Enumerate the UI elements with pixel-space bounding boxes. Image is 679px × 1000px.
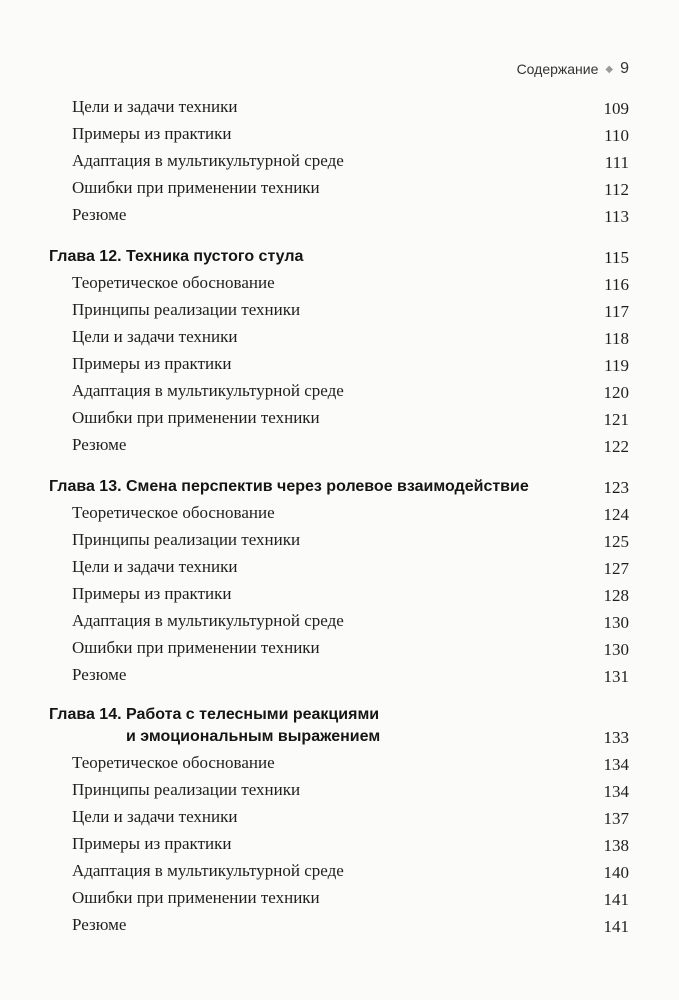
toc-entry-title: Резюме: [72, 435, 127, 454]
toc-entry: [0, 324, 679, 351]
toc-entry-title: Примеры из практики: [72, 584, 232, 603]
toc-entry: [0, 581, 679, 608]
toc-entry: [0, 527, 679, 554]
toc-entry: [0, 750, 679, 777]
toc-entry-page: 134: [603, 755, 629, 774]
toc-entry: [0, 121, 679, 148]
toc-entry-title: Резюме: [72, 915, 127, 934]
chapter-title-continued: и эмоциональным выражением: [126, 728, 381, 745]
toc-entry-title: Адаптация в мультикультурной среде: [72, 861, 344, 880]
toc-entry-page: 134: [603, 782, 629, 801]
toc-entry-page: 128: [603, 586, 629, 605]
toc-entry-title: Ошибки при применении техники: [72, 888, 320, 907]
toc-entry: [0, 912, 679, 939]
diamond-separator-icon: ◆: [605, 63, 614, 75]
toc-entry-page: 109: [603, 99, 629, 118]
chapter-heading: [0, 243, 679, 270]
toc-entry: [0, 831, 679, 858]
toc-entry-page: 113: [604, 207, 629, 226]
toc-entry-title: Теоретическое обоснование: [72, 273, 275, 292]
toc-entry: [0, 297, 679, 324]
toc-entry-title: Ошибки при применении техники: [72, 178, 320, 197]
toc-entry: [0, 94, 679, 121]
toc-entry-title: Резюме: [72, 205, 127, 224]
header-page-number: 9: [620, 60, 629, 77]
toc-entry-page: 141: [603, 890, 629, 909]
toc-entry-page: 125: [603, 532, 629, 551]
toc-entry: [0, 777, 679, 804]
toc-entry-page: 120: [603, 383, 629, 402]
toc-entry-page: 111: [604, 153, 629, 172]
toc-entry: [0, 804, 679, 831]
toc-entry-page: 124: [603, 505, 629, 524]
toc-entry-page: 131: [603, 667, 629, 686]
toc-entry-page: 121: [603, 410, 629, 429]
chapter-title: Глава 12. Техника пустого стула: [49, 248, 304, 265]
toc-entry-title: Ошибки при применении техники: [72, 638, 320, 657]
toc-entry-page: 138: [603, 836, 629, 855]
running-header: [517, 60, 629, 78]
toc-entry-page: 112: [604, 180, 629, 199]
toc-entry-title: Примеры из практики: [72, 354, 232, 373]
toc-entry-title: Цели и задачи техники: [72, 97, 238, 116]
toc-entry-page: 141: [603, 917, 629, 936]
toc-entry: [0, 662, 679, 689]
chapter-heading: [0, 473, 679, 500]
toc-entry-title: Принципы реализации техники: [72, 300, 301, 319]
toc-entry-title: Цели и задачи техники: [72, 807, 238, 826]
toc-entry-title: Цели и задачи техники: [72, 557, 238, 576]
toc-entry: [0, 270, 679, 297]
toc-entry-page: 117: [604, 302, 629, 321]
chapter-title: Глава 14. Работа с телесными реакциями: [49, 706, 380, 723]
toc-entry: [0, 351, 679, 378]
chapter-page: 123: [603, 478, 629, 497]
toc-entry-page: 118: [604, 329, 629, 348]
chapter-page: 133: [603, 728, 629, 747]
toc-entry-title: Примеры из практики: [72, 834, 232, 853]
toc-entry-title: Адаптация в мультикультурной среде: [72, 611, 344, 630]
toc-entry: [0, 635, 679, 662]
toc-entry-page: 140: [603, 863, 629, 882]
toc-entry: [0, 500, 679, 527]
toc-entry: [0, 858, 679, 885]
toc-entry-page: 137: [603, 809, 629, 828]
header-section-title: Содержание: [516, 61, 599, 77]
toc-entry-title: Примеры из практики: [72, 124, 232, 143]
toc-entry: [0, 202, 679, 229]
toc-entry-page: 127: [603, 559, 629, 578]
toc-entry-title: Резюме: [72, 665, 127, 684]
toc-entry: [0, 554, 679, 581]
toc-entry-title: Теоретическое обоснование: [72, 753, 275, 772]
toc-entry-page: 110: [604, 126, 629, 145]
toc-entry-page: 130: [603, 640, 629, 659]
toc-entry: [0, 885, 679, 912]
toc-entry: [0, 432, 679, 459]
toc-entry: [0, 175, 679, 202]
toc-entry-title: Адаптация в мультикультурной среде: [72, 381, 344, 400]
toc-entry-title: Теоретическое обоснование: [72, 503, 275, 522]
chapter-page: 115: [604, 248, 629, 267]
toc-entry: [0, 405, 679, 432]
table-of-contents: [0, 94, 679, 939]
toc-entry: [0, 608, 679, 635]
toc-entry: [0, 378, 679, 405]
toc-entry-page: 116: [604, 275, 629, 294]
toc-entry-title: Ошибки при применении техники: [72, 408, 320, 427]
toc-entry-title: Адаптация в мультикультурной среде: [72, 151, 344, 170]
toc-entry-title: Принципы реализации техники: [72, 530, 301, 549]
toc-entry-page: 122: [603, 437, 629, 456]
toc-entry: [0, 148, 679, 175]
toc-entry-page: 119: [604, 356, 629, 375]
toc-entry-title: Принципы реализации техники: [72, 780, 301, 799]
toc-entry-page: 130: [603, 613, 629, 632]
chapter-heading: [0, 704, 679, 750]
toc-entry-title: Цели и задачи техники: [72, 327, 238, 346]
chapter-title: Глава 13. Смена перспектив через ролевое взаимодействие: [49, 478, 529, 495]
